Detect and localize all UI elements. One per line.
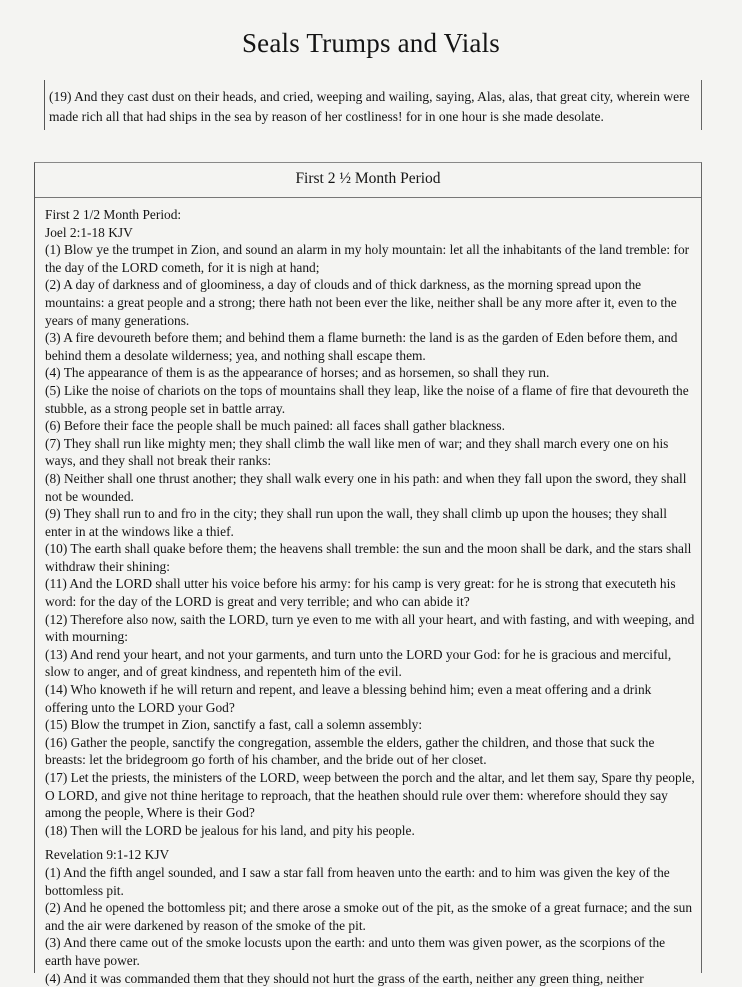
joel-reference: Joel 2:1-18 KJV bbox=[45, 224, 133, 240]
section-label: First 2 1/2 Month Period: bbox=[45, 207, 182, 222]
verse: (3) And there came out of the smoke locusts upon the earth: and unto them was given power, as the scorpions of the earth have power. bbox=[45, 935, 666, 968]
verse: (14) Who knoweth if he will return and repent, and leave a blessing behind him; even a meat offering and a drink offering unto the LORD your God? bbox=[45, 682, 652, 715]
verse: (18) Then will the LORD be jealous for his land, and pity his people. bbox=[45, 822, 415, 838]
joel-verse-list bbox=[45, 241, 695, 839]
verse: (4) And it was commanded them that they should not hurt the grass of the earth, neither any green thing, neither bbox=[45, 970, 644, 986]
verse: (2) And he opened the bottomless pit; and there arose a smoke out of the pit, as the smoke of a great furnace; and the sun and the air were darkened by reason of the smoke of the pit. bbox=[45, 900, 693, 933]
section-content bbox=[35, 198, 701, 987]
verse: (2) A day of darkness and of gloominess, a day of clouds and of thick darkness, as the morning spread upon the mountains: a great people and a strong; there hath not been ever the like, neither shall be any more after it, even to the years of many generations. bbox=[45, 277, 677, 328]
previous-verse-box bbox=[44, 80, 702, 130]
verse: (12) Therefore also now, saith the LORD, turn ye even to me with all your heart, and with fasting, and with weeping, and with mourning: bbox=[45, 611, 695, 645]
verse: (3) A fire devoureth before them; and behind them a flame burneth: the land is as the garden of Eden before them, and behind them a desolate wilderness; yea, and nothing shall escape them. bbox=[45, 330, 678, 363]
top-verse: (19) And they cast dust on their heads, and cried, weeping and wailing, saying, Alas, alas, that great city, wherein were made rich all that had ships in the sea by reason of her costliness! for in one hour is she made desolate. bbox=[49, 89, 690, 124]
section-box bbox=[34, 162, 702, 986]
verse: (4) The appearance of them is as the appearance of horses; and as horsemen, so shall they run. bbox=[45, 365, 550, 381]
page-title: Seals Trumps and Vials bbox=[241, 28, 501, 58]
verse: (11) And the LORD shall utter his voice before his army: for his camp is very great: for he is strong that executeth his word: for the day of the LORD is great and very terrible; and who can abide it? bbox=[45, 576, 676, 610]
verse: (16) Gather the people, sanctify the congregation, assemble the elders, gather the children, and those that suck the breasts: let the bridegroom go forth of his chamber, and the bride out of her closet. bbox=[45, 734, 655, 768]
section-heading: First 2 ½ Month Period bbox=[35, 163, 701, 198]
verse: (13) And rend your heart, and not your garments, and turn unto the LORD your God: for he is gracious and merciful, slow to anger, and of great kindness, and repenteth him of the evil. bbox=[45, 646, 672, 680]
verse: (15) Blow the trumpet in Zion, sanctify a fast, call a solemn assembly: bbox=[45, 717, 423, 733]
verse: (1) Blow ye the trumpet in Zion, and sound an alarm in my holy mountain: let all the inhabitants of the land tremble: for the day of the LORD cometh, for it is nigh at hand; bbox=[45, 242, 690, 275]
verse: (8) Neither shall one thrust another; they shall walk every one in his path: and when they fall upon the sword, they shall not be wounded. bbox=[45, 470, 687, 504]
verse: (9) They shall run to and fro in the city; they shall run upon the wall, they shall climb up upon the houses; they shall enter in at the windows like a thief. bbox=[45, 506, 667, 539]
revelation-verse-list bbox=[45, 864, 695, 987]
verse: (17) Let the priests, the ministers of the LORD, weep between the porch and the altar, and let them say, Spare thy people, O LORD, and give not thine heritage to reproach, that the heathen should rule over them: wherefore should they say among the people, Where is their God? bbox=[45, 770, 695, 821]
verse: (6) Before their face the people shall be much pained: all faces shall gather blackness. bbox=[45, 418, 505, 434]
verse: (1) And the fifth angel sounded, and I saw a star fall from heaven unto the earth: and to him was given the key of the bottomless pit. bbox=[45, 864, 670, 898]
revelation-reference: Revelation 9:1-12 KJV bbox=[45, 847, 170, 863]
verse: (7) They shall run like mighty men; they shall climb the wall like men of war; and they shall march every one on his ways, and they shall not break their ranks: bbox=[45, 435, 669, 469]
verse: (10) The earth shall quake before them; the heavens shall tremble: the sun and the moon shall be dark, and the stars shall withdraw their shining: bbox=[45, 541, 692, 574]
verse: (5) Like the noise of chariots on the tops of mountains shall they leap, like the noise of a flame of fire that devoureth the stubble, as a strong people set in battle array. bbox=[45, 382, 689, 416]
